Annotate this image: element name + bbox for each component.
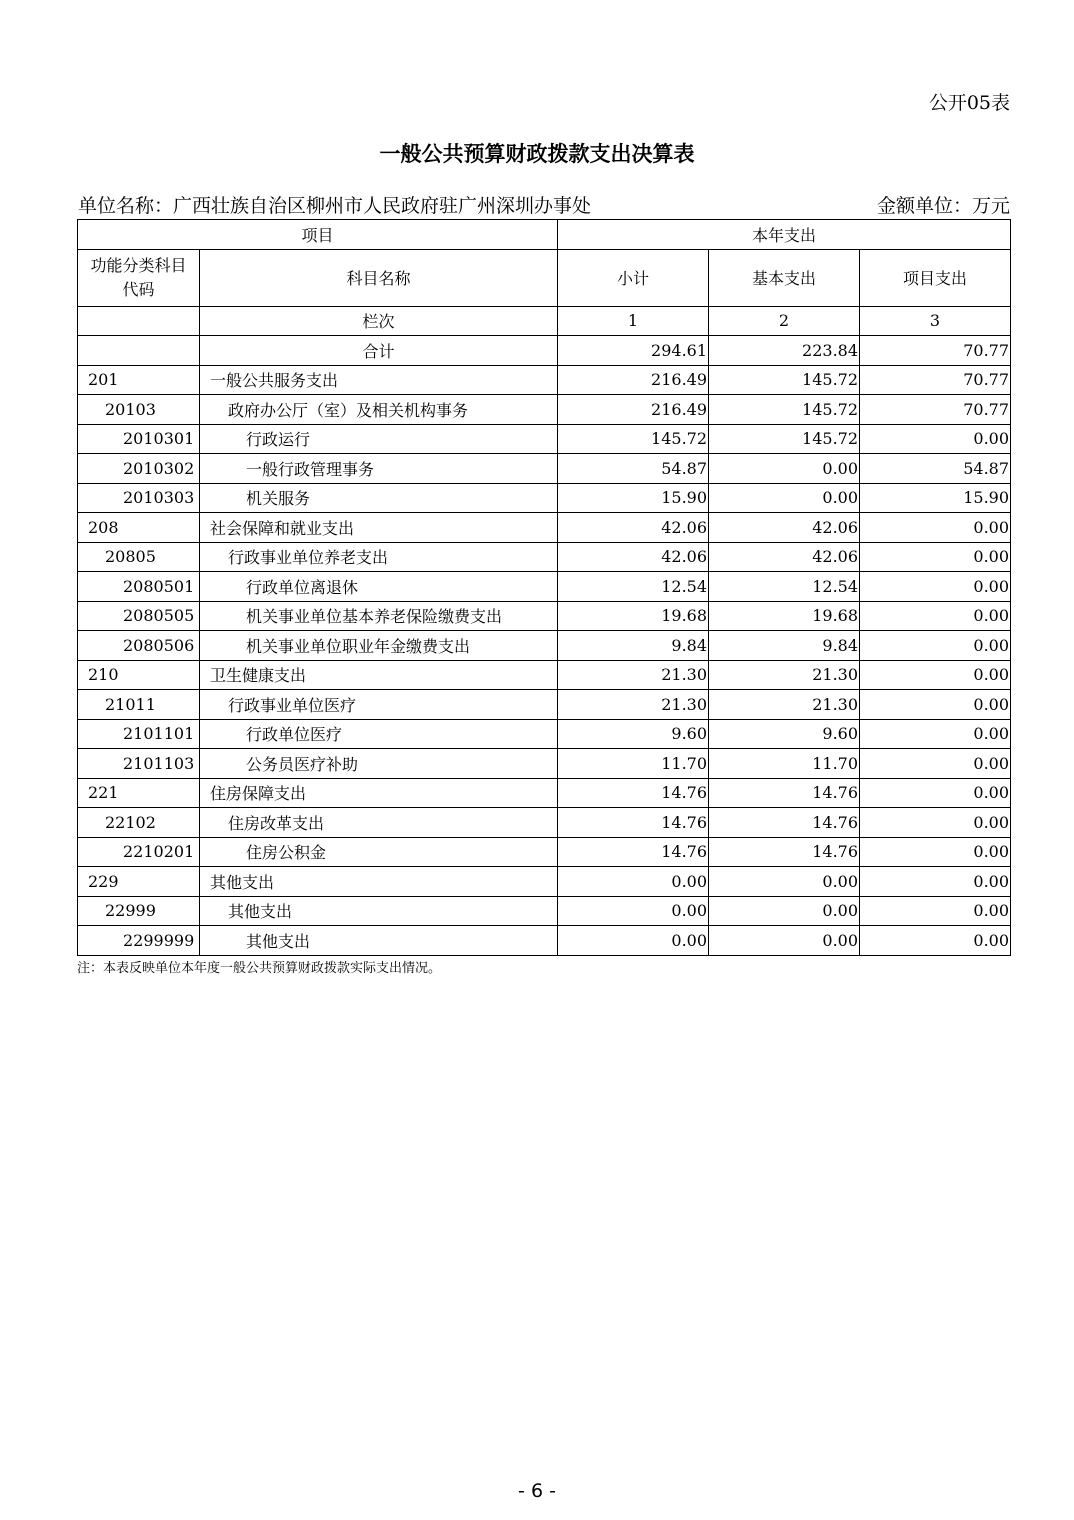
amount-unit: 金额单位：万元: [876, 195, 1010, 217]
row-name: 卫生健康支出: [200, 660, 558, 690]
row-name: 社会保障和就业支出: [200, 513, 558, 543]
row-subtotal: 0.00: [558, 867, 709, 897]
table-row: [78, 542, 1011, 572]
row-subtotal: 21.30: [558, 690, 709, 720]
table-row: [78, 424, 1011, 454]
row-subtotal: 9.84: [558, 631, 709, 661]
row-basic: 0.00: [709, 454, 860, 484]
row-basic: 9.60: [709, 719, 860, 749]
row-subtotal: 19.68: [558, 601, 709, 631]
row-code: 2010302: [78, 454, 200, 484]
page-number: - 6 -: [518, 1480, 556, 1502]
table-row: [78, 572, 1011, 602]
row-subtotal: 0.00: [558, 926, 709, 956]
total-subtotal: 294.61: [558, 336, 709, 366]
row-name: 行政运行: [200, 424, 558, 454]
row-code: 201: [78, 365, 200, 395]
row-code: 221: [78, 778, 200, 808]
row-project: 0.00: [860, 542, 1011, 572]
table-row: [78, 601, 1011, 631]
row-project: 0.00: [860, 719, 1011, 749]
row-project: 0.00: [860, 867, 1011, 897]
row-subtotal: 145.72: [558, 424, 709, 454]
row-project: 0.00: [860, 660, 1011, 690]
row-name: 机关服务: [200, 483, 558, 513]
row-basic: 0.00: [709, 483, 860, 513]
row-name: 其他支出: [200, 926, 558, 956]
row-subtotal: 42.06: [558, 542, 709, 572]
table-row: [78, 660, 1011, 690]
row-code: 2299999: [78, 926, 200, 956]
row-name: 机关事业单位基本养老保险缴费支出: [200, 601, 558, 631]
table-row: [78, 631, 1011, 661]
row-subtotal: 42.06: [558, 513, 709, 543]
row-name: 住房公积金: [200, 837, 558, 867]
row-name: 行政事业单位养老支出: [200, 542, 558, 572]
row-basic: 21.30: [709, 660, 860, 690]
row-basic: 12.54: [709, 572, 860, 602]
row-basic: 14.76: [709, 778, 860, 808]
row-basic: 145.72: [709, 424, 860, 454]
row-name: 公务员医疗补助: [200, 749, 558, 779]
row-code: 2210201: [78, 837, 200, 867]
table-row: [78, 483, 1011, 513]
row-project: 0.00: [860, 778, 1011, 808]
header-subtotal: 小计: [558, 249, 709, 306]
row-basic: 145.72: [709, 395, 860, 425]
row-basic: 42.06: [709, 513, 860, 543]
row-code: 20103: [78, 395, 200, 425]
table-row: [78, 778, 1011, 808]
row-project: 0.00: [860, 601, 1011, 631]
row-project: 0.00: [860, 631, 1011, 661]
total-code-blank: [78, 336, 200, 366]
row-code: 2010301: [78, 424, 200, 454]
row-subtotal: 0.00: [558, 896, 709, 926]
row-basic: 14.76: [709, 808, 860, 838]
table-row: [78, 749, 1011, 779]
column-number-row: [78, 306, 1011, 336]
column-number-1: 1: [558, 306, 709, 336]
row-subtotal: 14.76: [558, 837, 709, 867]
table-row: [78, 365, 1011, 395]
table-row: [78, 896, 1011, 926]
row-subtotal: 14.76: [558, 808, 709, 838]
row-subtotal: 11.70: [558, 749, 709, 779]
table-row: [78, 926, 1011, 956]
column-number-blank: [78, 306, 200, 336]
total-project: 70.77: [860, 336, 1011, 366]
row-code: 229: [78, 867, 200, 897]
row-name: 行政事业单位医疗: [200, 690, 558, 720]
header-project: 项目支出: [860, 249, 1011, 306]
row-code: 22102: [78, 808, 200, 838]
row-project: 0.00: [860, 572, 1011, 602]
row-name: 一般公共服务支出: [200, 365, 558, 395]
header-row-1: [78, 220, 1011, 250]
row-subtotal: 12.54: [558, 572, 709, 602]
table-row: [78, 719, 1011, 749]
row-project: 54.87: [860, 454, 1011, 484]
row-name: 政府办公厅（室）及相关机构事务: [200, 395, 558, 425]
row-subtotal: 21.30: [558, 660, 709, 690]
row-basic: 0.00: [709, 896, 860, 926]
row-code: 2080501: [78, 572, 200, 602]
row-project: 0.00: [860, 896, 1011, 926]
row-project: 0.00: [860, 837, 1011, 867]
row-basic: 42.06: [709, 542, 860, 572]
row-name: 其他支出: [200, 896, 558, 926]
table-row: [78, 808, 1011, 838]
row-project: 0.00: [860, 424, 1011, 454]
total-basic: 223.84: [709, 336, 860, 366]
table-row: [78, 690, 1011, 720]
row-basic: 145.72: [709, 365, 860, 395]
row-code: 20805: [78, 542, 200, 572]
row-basic: 14.76: [709, 837, 860, 867]
row-subtotal: 9.60: [558, 719, 709, 749]
row-name: 机关事业单位职业年金缴费支出: [200, 631, 558, 661]
header-item: 项目: [78, 220, 558, 250]
row-name: 其他支出: [200, 867, 558, 897]
row-name: 行政单位医疗: [200, 719, 558, 749]
row-basic: 19.68: [709, 601, 860, 631]
row-basic: 0.00: [709, 867, 860, 897]
row-basic: 0.00: [709, 926, 860, 956]
row-code: 210: [78, 660, 200, 690]
row-code: 2101101: [78, 719, 200, 749]
row-project: 0.00: [860, 926, 1011, 956]
table-row: [78, 837, 1011, 867]
row-subtotal: 14.76: [558, 778, 709, 808]
table-note: 注：本表反映单位本年度一般公共预算财政拨款实际支出情况。: [77, 961, 442, 976]
row-subtotal: 54.87: [558, 454, 709, 484]
row-code: 22999: [78, 896, 200, 926]
row-project: 15.90: [860, 483, 1011, 513]
table-row: [78, 454, 1011, 484]
row-code: 21011: [78, 690, 200, 720]
row-name: 一般行政管理事务: [200, 454, 558, 484]
header-name: 科目名称: [200, 249, 558, 306]
column-label: 栏次: [200, 306, 558, 336]
row-name: 住房改革支出: [200, 808, 558, 838]
header-code: 功能分类科目代码: [78, 249, 200, 306]
row-project: 0.00: [860, 690, 1011, 720]
row-project: 0.00: [860, 749, 1011, 779]
row-name: 住房保障支出: [200, 778, 558, 808]
row-basic: 21.30: [709, 690, 860, 720]
row-subtotal: 15.90: [558, 483, 709, 513]
table-row: [78, 513, 1011, 543]
column-number-3: 3: [860, 306, 1011, 336]
row-code: 2101103: [78, 749, 200, 779]
table-row: [78, 867, 1011, 897]
column-number-2: 2: [709, 306, 860, 336]
header-basic: 基本支出: [709, 249, 860, 306]
row-code: 2080505: [78, 601, 200, 631]
row-code: 208: [78, 513, 200, 543]
row-project: 70.77: [860, 395, 1011, 425]
row-basic: 11.70: [709, 749, 860, 779]
total-row: [78, 336, 1011, 366]
table-row: [78, 395, 1011, 425]
row-code: 2080506: [78, 631, 200, 661]
expense-table: [77, 219, 1011, 956]
row-project: 70.77: [860, 365, 1011, 395]
form-number: 公开05表: [928, 92, 1010, 114]
header-row-2: [78, 249, 1011, 306]
header-current-year-expense: 本年支出: [558, 220, 1011, 250]
row-name: 行政单位离退休: [200, 572, 558, 602]
row-project: 0.00: [860, 808, 1011, 838]
row-basic: 9.84: [709, 631, 860, 661]
row-project: 0.00: [860, 513, 1011, 543]
row-subtotal: 216.49: [558, 365, 709, 395]
row-code: 2010303: [78, 483, 200, 513]
row-subtotal: 216.49: [558, 395, 709, 425]
total-label: 合计: [200, 336, 558, 366]
page-title: 一般公共预算财政拨款支出决算表: [379, 142, 695, 166]
unit-name: 单位名称：广西壮族自治区柳州市人民政府驻广州深圳办事处: [78, 195, 592, 217]
